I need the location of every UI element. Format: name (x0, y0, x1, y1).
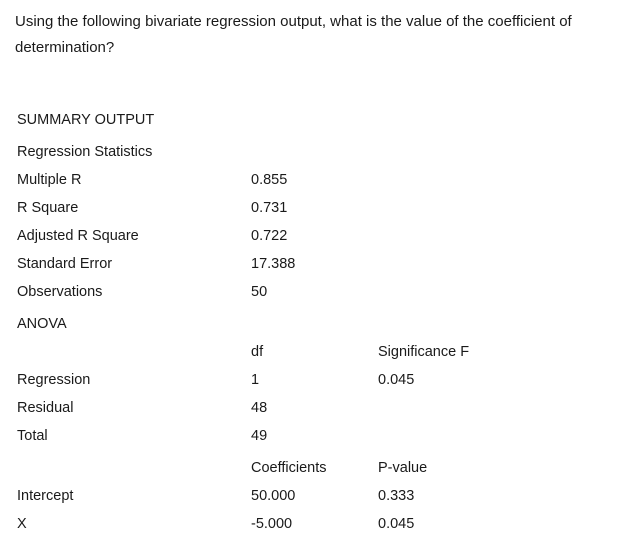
stat-label-standard-error: Standard Error (17, 256, 113, 272)
coefficients-header: Coefficients (251, 460, 327, 476)
anova-significance-regression: 0.045 (378, 372, 415, 388)
anova-label-residual: Residual (17, 400, 74, 416)
anova-label-regression: Regression (17, 372, 91, 388)
stat-value-standard-error: 17.388 (251, 256, 296, 272)
summary-title: SUMMARY OUTPUT (17, 112, 155, 128)
coef-value-intercept: 50.000 (251, 488, 296, 504)
anova-header-significance-f: Significance F (378, 344, 470, 360)
anova-heading: ANOVA (17, 316, 67, 332)
coef-pvalue-intercept: 0.333 (378, 488, 415, 504)
anova-df-total: 49 (251, 428, 268, 444)
stat-label-observations: Observations (17, 284, 103, 300)
coef-value-x: -5.000 (251, 516, 293, 532)
stat-label-r-square: R Square (17, 200, 79, 216)
stat-value-r-square: 0.731 (251, 200, 288, 216)
anova-df-regression: 1 (251, 372, 260, 388)
stat-value-multiple-r: 0.855 (251, 172, 288, 188)
stat-value-observations: 50 (251, 284, 268, 300)
coef-label-x: X (17, 516, 27, 532)
stat-label-adjusted-r-square: Adjusted R Square (17, 228, 139, 244)
regression-statistics-heading: Regression Statistics (17, 144, 153, 160)
anova-label-total: Total (17, 428, 48, 444)
pvalue-header: P-value (378, 460, 428, 476)
coef-label-intercept: Intercept (17, 488, 74, 504)
anova-df-residual: 48 (251, 400, 268, 416)
stat-value-adjusted-r-square: 0.722 (251, 228, 288, 244)
coef-pvalue-x: 0.045 (378, 516, 415, 532)
question-text: Using the following bivariate regression output, what is the value of the coefficient of determination? (15, 13, 572, 56)
anova-header-df: df (251, 344, 264, 360)
stat-label-multiple-r: Multiple R (17, 172, 82, 188)
